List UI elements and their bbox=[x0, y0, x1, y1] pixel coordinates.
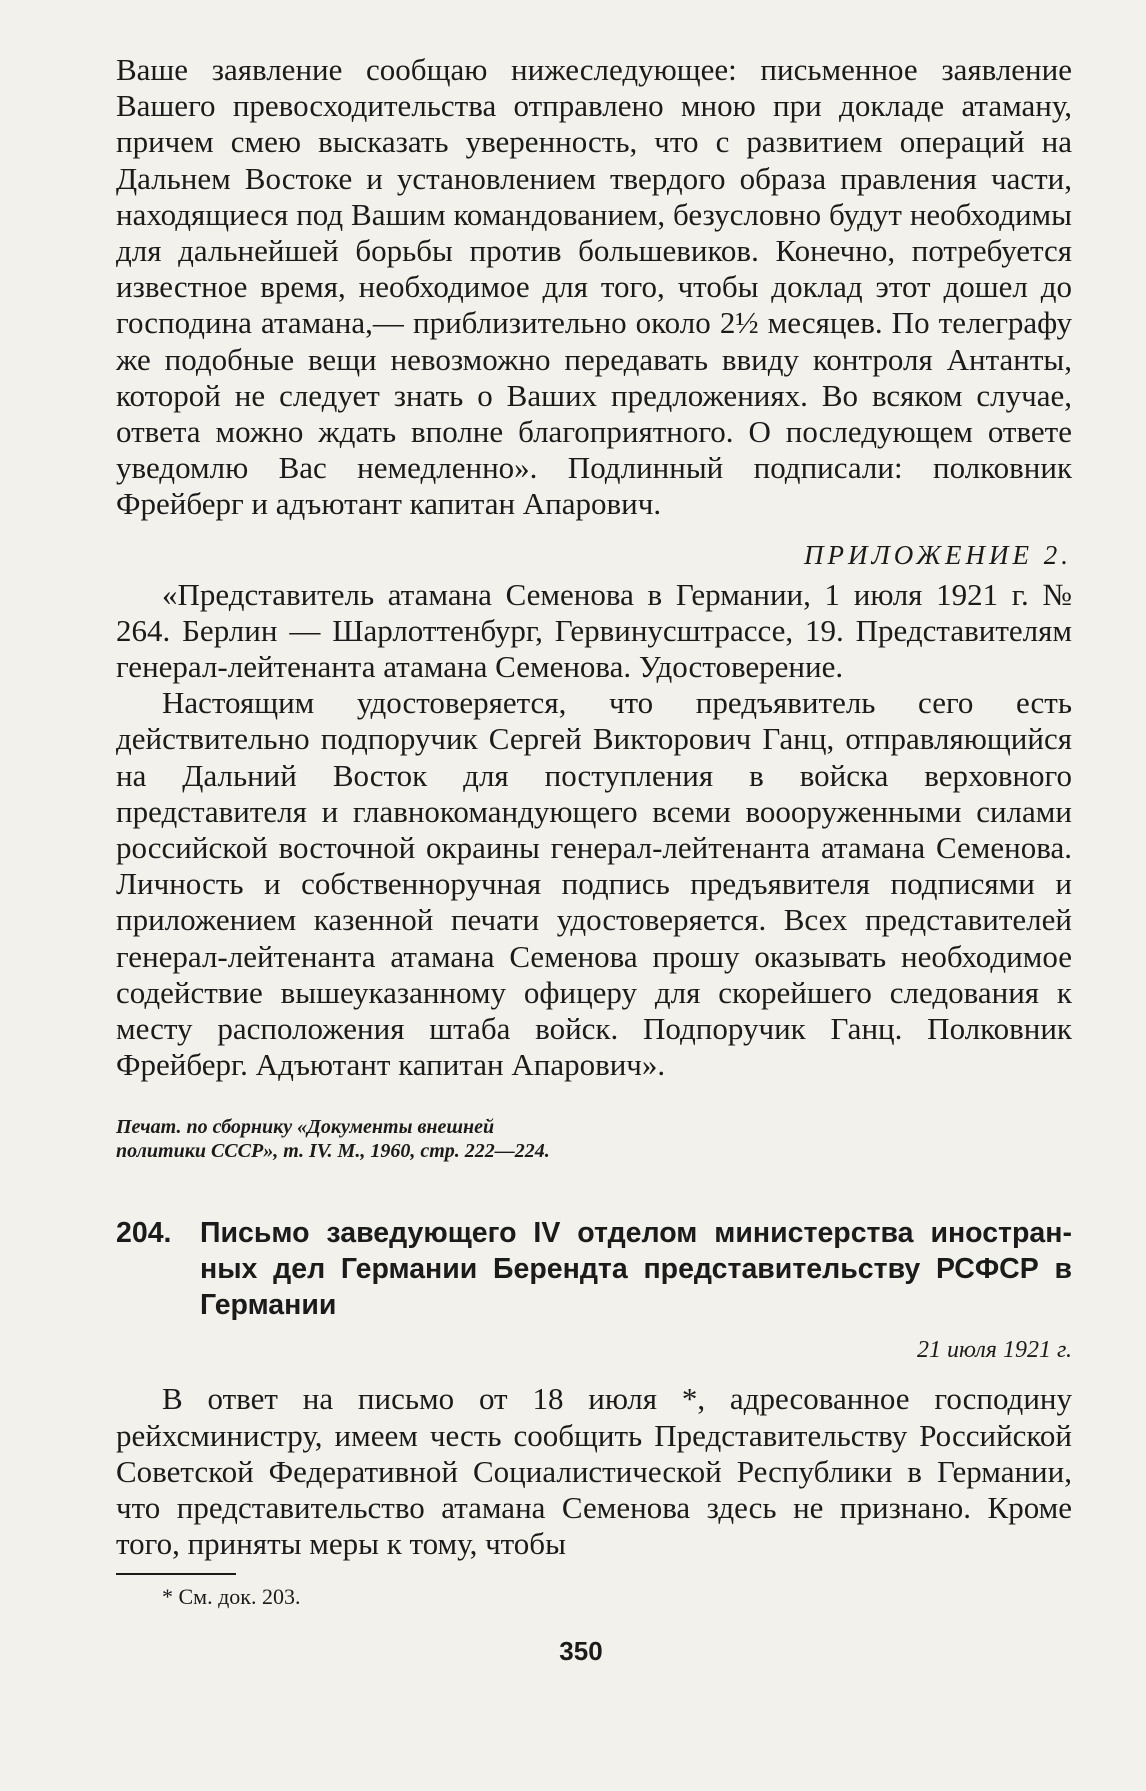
page-number: 350 bbox=[559, 1636, 603, 1666]
document-title: Письмо заведующего IV отделом министерства иностранных дел Германии Берендта представительству РСФСР в Германии bbox=[200, 1217, 1072, 1322]
continuation-paragraph: Ваше заявление сообщаю нижеследующее: письменное заявление Вашего превосходительства отправлено мною при докладе атаману, причем смею высказать уверенность, что с развитием операций на Дальнем Востоке и установлением твердого образа правления части, находящиеся под Вашим командованием, безусловно будут необходимы для дальнейшей борьбы против большевиков. Конечно, потребуется известное время, необходимое для того, чтобы доклад этот дошел до господина атамана,— приблизительно около 2½ месяцев. По телеграфу же подобные вещи невозможно передавать ввиду контроля Антанты, которой не следует знать о Ваших предложениях. Во всяком случае, ответа можно ждать вполне благоприятного. О последующем ответе уведомлю Вас немедленно». Подлинный подписали: полковник Фрейберг и адъютант капитан Апарович. bbox=[116, 52, 1072, 522]
appendix-label: ПРИЛОЖЕНИЕ 2. bbox=[804, 539, 1072, 570]
appendix-paragraph-1: «Представитель атамана Семенова в Германии, 1 июля 1921 г. № 264. Берлин — Шарлоттенбург, Гервинусштрассе, 19. Представителям генерал-лейтенанта атамана Семенова. Удостоверение. bbox=[116, 576, 1072, 685]
document-body: В ответ на письмо от 18 июля *, адресованное господину рейхсминистру, имеем честь сообщить Представительству Российской Советской Федеративной Социалистической Республики в Германии, что представительство атамана Семенова здесь не признано. Кроме того, приняты меры к тому, чтобы bbox=[116, 1381, 1072, 1562]
appendix-paragraph-2: Настоящим удостоверяется, что предъявитель сего есть действительно подпоручик Сергей Викторович Ганц, отправляющийся на Дальний Восток для поступления в войска верховного представителя и главнокомандующего всеми воооруженными силами российской восточной окраины генерал-лейтенанта атамана Семенова. Личность и собственноручная подпись предъявителя подписями и приложением казенной печати удостоверяется. Всех представителей генерал-лейтенанта атамана Семенова прошу оказывать необходимое содействие вышеуказанному офицеру для скорейшего следования к месту расположения штаба войск. Подпоручик Ганц. Полковник Фрейберг. Адъютант капитан Апарович». bbox=[116, 685, 1072, 1083]
footnote-divider bbox=[116, 1573, 236, 1575]
source-note: Печат. по сборнику «Документы внешней политики СССР», т. IV. М., 1960, стр. 222—224. bbox=[116, 1116, 550, 1163]
page-content bbox=[116, 52, 1072, 1611]
document-heading bbox=[116, 1215, 1072, 1323]
footnote: * См. док. 203. bbox=[162, 1583, 301, 1609]
document-number: 204. bbox=[116, 1217, 172, 1250]
document-date: 21 июля 1921 г. bbox=[917, 1337, 1072, 1364]
